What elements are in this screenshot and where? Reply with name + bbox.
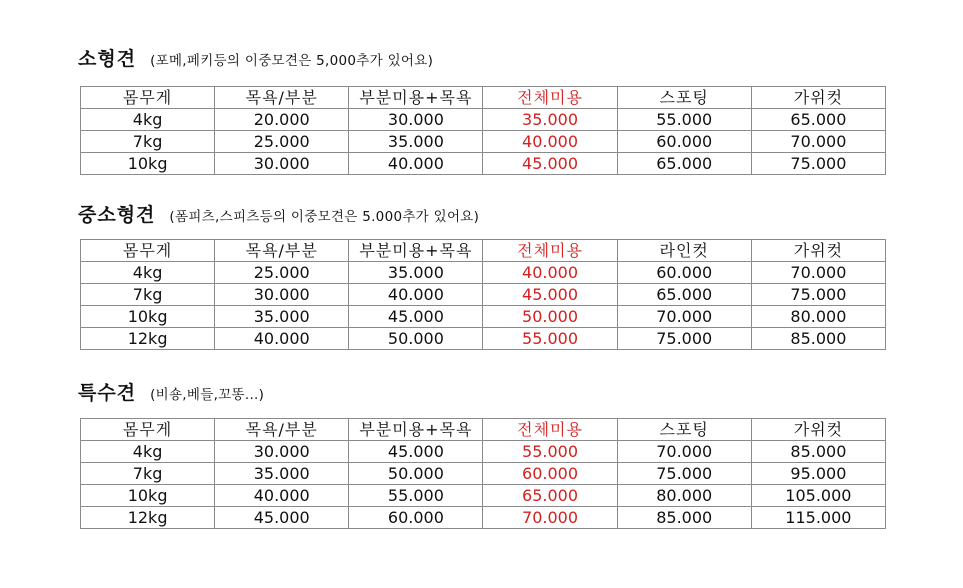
section-note: (폼피츠,스피츠등의 이중모견은 5.000추가 있어요) [169,209,480,225]
table-row [81,153,886,175]
cell-price-highlight: 55.000 [483,328,617,350]
cell-price: 80.000 [751,306,885,328]
header-scissor-cut: 가위컷 [751,240,885,262]
cell-price-highlight: 55.000 [483,441,617,463]
cell-price: 50.000 [349,463,483,485]
cell-price: 45.000 [215,507,349,529]
cell-weight: 10kg [81,153,215,175]
header-bath-partial: 목욕/부분 [215,240,349,262]
section-heading: 특수견 [78,382,137,404]
cell-price: 75.000 [617,328,751,350]
header-weight: 몸무게 [81,87,215,109]
cell-price: 70.000 [751,262,885,284]
cell-price: 75.000 [617,463,751,485]
header-scissor-cut: 가위컷 [751,87,885,109]
table-header-row [81,419,886,441]
cell-price: 45.000 [349,306,483,328]
cell-price: 80.000 [617,485,751,507]
cell-price: 20.000 [215,109,349,131]
price-table-special-breeds [80,418,886,529]
cell-price: 70.000 [617,441,751,463]
section-note: (비숑,베들,꼬똥...) [150,387,265,403]
header-sporting: 스포팅 [617,419,751,441]
cell-price: 60.000 [617,131,751,153]
table-row [81,131,886,153]
header-full-grooming: 전체미용 [483,240,617,262]
cell-price: 50.000 [349,328,483,350]
section-note: (포메,페키등의 이중모견은 5,000추가 있어요) [150,53,434,69]
cell-price: 85.000 [617,507,751,529]
table-row [81,284,886,306]
cell-weight: 10kg [81,485,215,507]
cell-price: 115.000 [751,507,885,529]
header-weight: 몸무게 [81,419,215,441]
header-partial-grooming-bath: 부분미용+목욕 [349,419,483,441]
cell-price: 30.000 [215,153,349,175]
table-row [81,328,886,350]
cell-weight: 7kg [81,131,215,153]
cell-price-highlight: 60.000 [483,463,617,485]
cell-price: 70.000 [617,306,751,328]
cell-weight: 4kg [81,262,215,284]
section-heading: 소형견 [78,48,137,70]
header-full-grooming: 전체미용 [483,87,617,109]
cell-price-highlight: 65.000 [483,485,617,507]
cell-price: 35.000 [215,306,349,328]
cell-price-highlight: 40.000 [483,131,617,153]
price-table-small-medium-dogs [80,239,886,350]
header-bath-partial: 목욕/부분 [215,419,349,441]
table-row [81,463,886,485]
cell-price: 35.000 [349,131,483,153]
cell-price-highlight: 45.000 [483,153,617,175]
cell-price: 40.000 [349,284,483,306]
cell-price: 65.000 [751,109,885,131]
cell-price: 70.000 [751,131,885,153]
header-scissor-cut: 가위컷 [751,419,885,441]
cell-price: 25.000 [215,131,349,153]
section-heading: 중소형견 [78,204,156,226]
cell-price-highlight: 50.000 [483,306,617,328]
cell-price-highlight: 40.000 [483,262,617,284]
cell-price: 95.000 [751,463,885,485]
cell-price: 35.000 [215,463,349,485]
cell-price: 65.000 [617,284,751,306]
table-row [81,109,886,131]
cell-weight: 7kg [81,284,215,306]
header-weight: 몸무게 [81,240,215,262]
cell-price: 25.000 [215,262,349,284]
cell-weight: 12kg [81,328,215,350]
cell-price: 30.000 [215,284,349,306]
section-title-special-breeds [78,378,264,405]
cell-price: 75.000 [751,284,885,306]
price-table-small-dogs [80,86,886,175]
cell-weight: 12kg [81,507,215,529]
cell-weight: 4kg [81,109,215,131]
cell-price: 40.000 [349,153,483,175]
cell-price: 30.000 [215,441,349,463]
cell-price: 45.000 [349,441,483,463]
cell-price: 40.000 [215,485,349,507]
header-full-grooming: 전체미용 [483,419,617,441]
cell-price: 35.000 [349,262,483,284]
cell-price-highlight: 70.000 [483,507,617,529]
section-title-small-medium-dogs [78,200,479,227]
cell-price: 55.000 [617,109,751,131]
table-row [81,441,886,463]
header-line-cut: 라인컷 [617,240,751,262]
table-row [81,485,886,507]
table-row [81,507,886,529]
table-header-row [81,240,886,262]
cell-price: 85.000 [751,441,885,463]
table-row [81,262,886,284]
cell-price: 105.000 [751,485,885,507]
cell-price: 40.000 [215,328,349,350]
cell-weight: 7kg [81,463,215,485]
table-row [81,306,886,328]
cell-price-highlight: 45.000 [483,284,617,306]
header-bath-partial: 목욕/부분 [215,87,349,109]
cell-price: 85.000 [751,328,885,350]
header-partial-grooming-bath: 부분미용+목욕 [349,87,483,109]
section-title-small-dogs [78,44,433,71]
cell-price: 75.000 [751,153,885,175]
cell-price: 60.000 [349,507,483,529]
cell-weight: 4kg [81,441,215,463]
cell-price: 60.000 [617,262,751,284]
header-sporting: 스포팅 [617,87,751,109]
cell-price: 55.000 [349,485,483,507]
header-partial-grooming-bath: 부분미용+목욕 [349,240,483,262]
cell-price: 65.000 [617,153,751,175]
cell-price-highlight: 35.000 [483,109,617,131]
table-header-row [81,87,886,109]
cell-weight: 10kg [81,306,215,328]
cell-price: 30.000 [349,109,483,131]
